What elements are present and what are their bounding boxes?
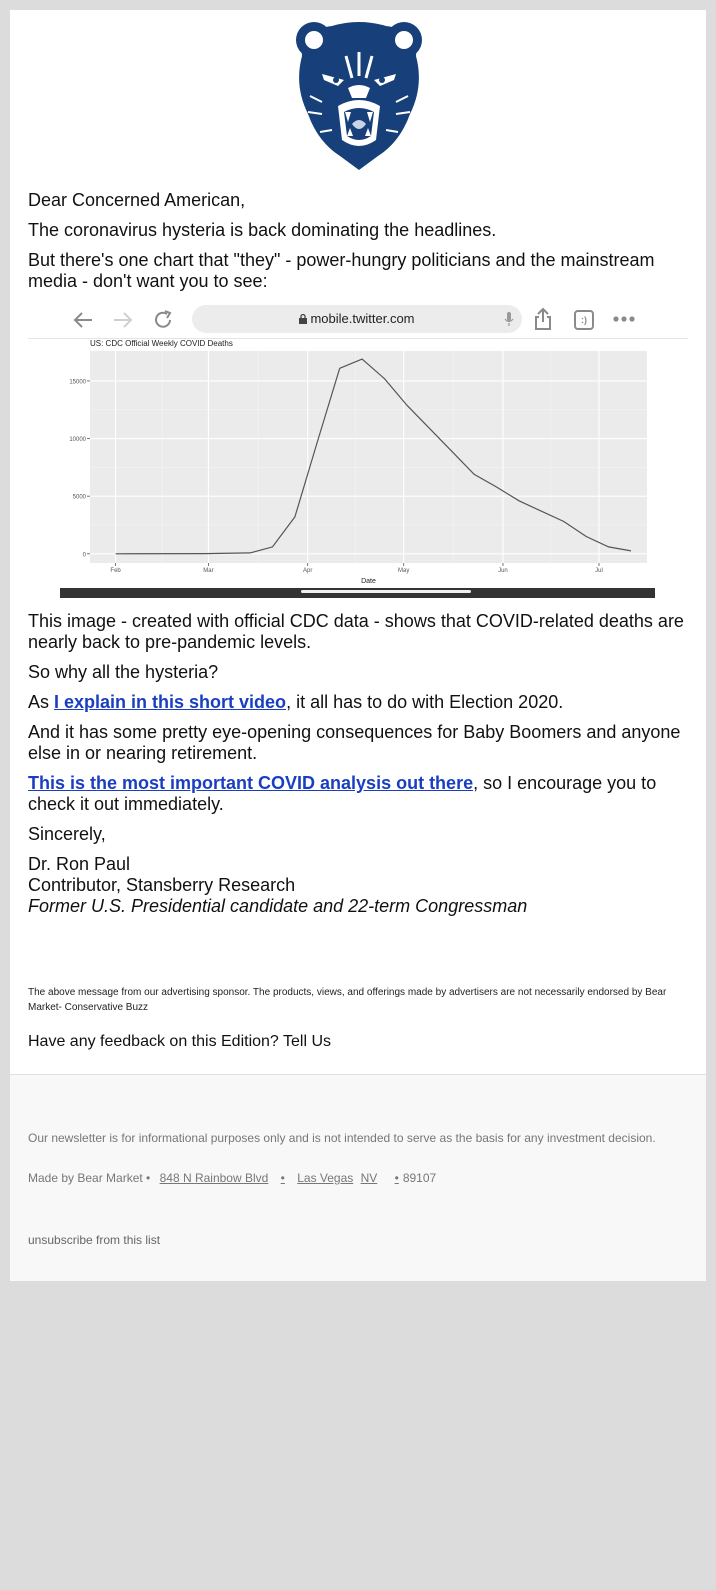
chart-panel [90,351,647,563]
footer-street-link[interactable]: 848 N Rainbow Blvd [159,1171,269,1185]
reload-icon [152,309,174,331]
header-logo-area [10,10,706,180]
footer-zip: 89107 [402,1171,437,1185]
chart-x-tick-label: May [398,568,410,574]
browser-toolbar [28,301,688,339]
chart-y-tick-label: 5000 [72,494,86,501]
chart-y-tick-label: 10000 [69,437,86,444]
footer [10,1074,706,1281]
email-body [10,180,706,1052]
chart-x-tick-label: Feb [110,568,121,574]
chart-title: US: CDC Official Weekly COVID Deaths [90,339,233,348]
footer-dot-1[interactable]: • [280,1171,285,1185]
bear-logo-icon [292,16,426,170]
paragraph-video [28,692,688,713]
footer-dot-2[interactable]: • [394,1171,399,1185]
address-url: mobile.twitter.com [310,311,415,326]
video-link[interactable]: I explain in this short video [54,692,287,712]
back-arrow-icon [72,310,94,330]
chart-x-tick-label: Jun [498,568,508,574]
footer-state-link[interactable]: NV [360,1171,378,1185]
browser-bottom-bar [60,588,655,598]
home-indicator [301,590,471,593]
video-prefix: As [28,692,55,712]
microphone-icon [504,312,514,326]
footer-address [28,1171,688,1185]
analysis-link[interactable]: This is the most important COVID analysis out there [28,773,474,793]
address-bar [192,305,522,333]
share-icon [534,307,552,331]
sponsor-disclaimer: The above message from our advertising sponsor. The products, views, and offerings made by advertisers are not necessarily endorsed by Bear Market- Conservative Buzz [28,987,667,1013]
more-icon [613,316,635,322]
paragraph-cdc-data: This image - created with official CDC data - shows that COVID-related deaths are nearly back to pre-pandemic levels. [28,611,684,652]
chart-x-axis-label: Date [361,578,376,585]
chart-x-tick-label: Jul [595,568,603,574]
paragraph-analysis [28,773,688,815]
feedback-line [28,1031,688,1052]
analysis-suffix: , so I encourage you to check it out immediately. [28,773,657,814]
covid-deaths-chart [28,337,688,587]
unsubscribe-link[interactable]: unsubscribe from this list [28,1233,161,1247]
footer-city-link[interactable]: Las Vegas [297,1171,354,1185]
chart-y-tick-label: 15000 [69,379,86,386]
signature-block [28,854,688,917]
forward-arrow-icon [112,310,134,330]
chart-y-tick-label: 0 [82,552,86,559]
tabs-icon: :) [574,310,594,330]
signature-name: Dr. Ron Paul [28,854,131,874]
chart-x-tick-label: Mar [203,568,214,574]
email-card [10,10,706,1281]
paragraph-chart-intro: But there's one chart that "they" - power-hungry politicians and the mainstream media - don't want you to see: [28,250,655,291]
paragraph-consequences: And it has some pretty eye-opening consequences for Baby Boomers and anyone else in or nearing retirement. [28,722,681,763]
closing: Sincerely, [28,824,106,844]
paragraph-headlines: The coronavirus hysteria is back dominating the headlines. [28,220,497,240]
footer-notice: Our newsletter is for informational purposes only and is not intended to serve as the basis for any investment decision. [28,1131,656,1145]
chart-x-tick-label: Apr [303,568,313,574]
greeting: Dear Concerned American, [28,190,246,210]
video-suffix: , it all has to do with Election 2020. [286,692,564,712]
feedback-link[interactable]: Have any feedback on this Edition? Tell Us [28,1033,331,1050]
paragraph-question: So why all the hysteria? [28,662,219,682]
embedded-screenshot [28,301,688,601]
footer-made-by: Made by Bear Market • [28,1171,151,1185]
lock-icon [299,314,307,324]
signature-title: Contributor, Stansberry Research [28,875,296,895]
signature-tagline: Former U.S. Presidential candidate and 22-term Congressman [28,896,528,916]
